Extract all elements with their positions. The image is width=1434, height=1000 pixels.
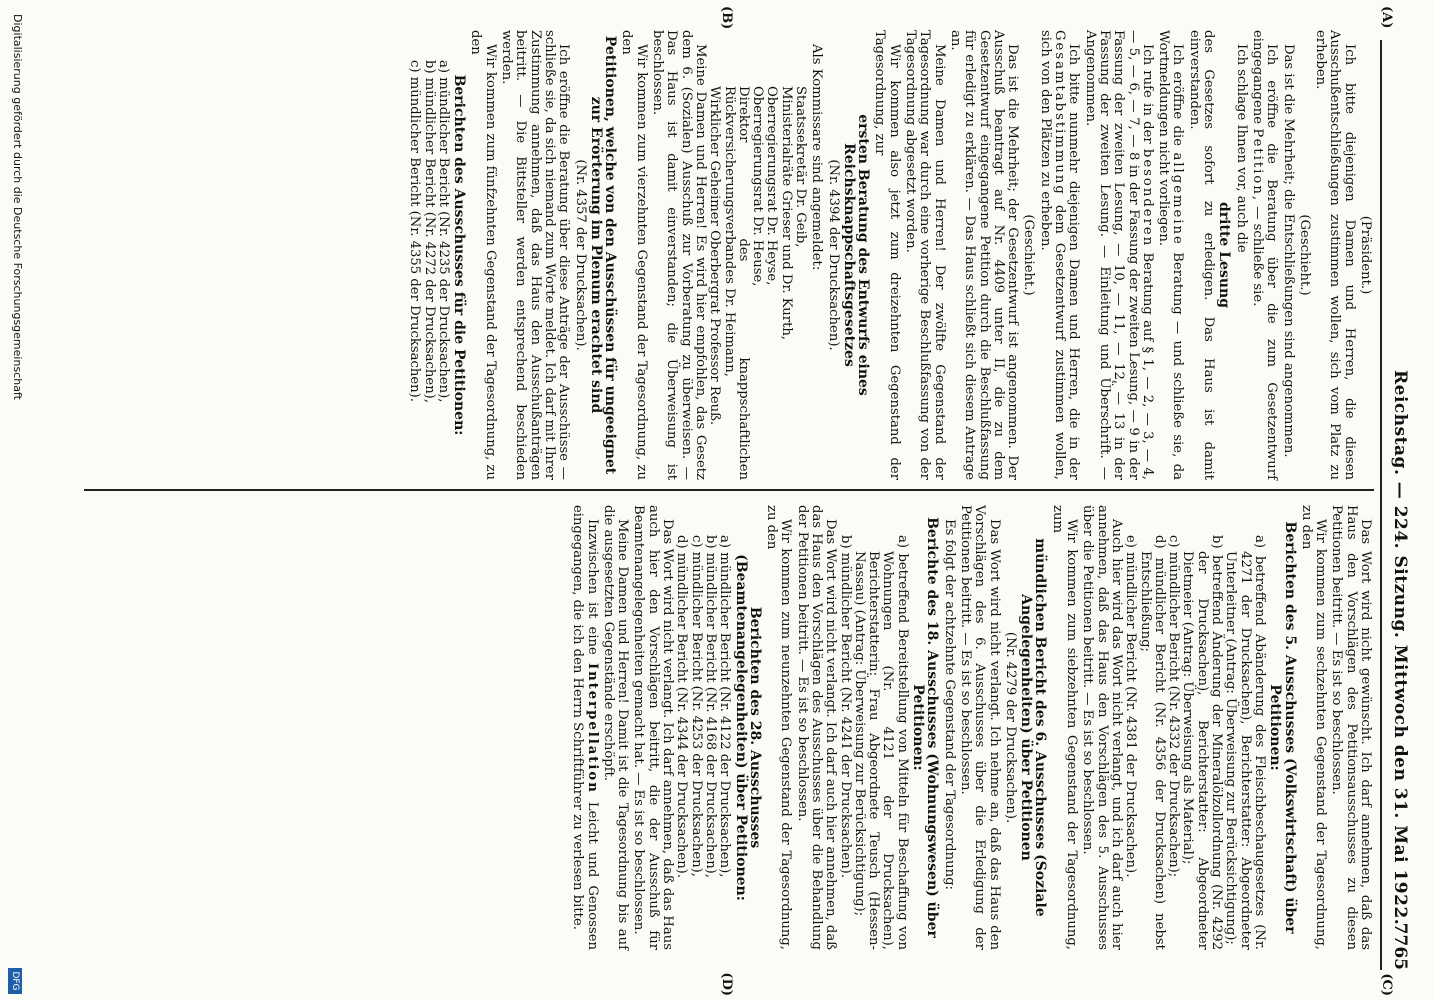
margin-mark-d: (D)	[719, 972, 734, 996]
column-divider	[84, 489, 1374, 491]
list-item: d) mündlicher Bericht (Nr. 4344 der Drucksachen).	[674, 535, 690, 879]
emphasis: Gesamtabstimmung	[1052, 30, 1068, 196]
paragraph: Meine Damen und Herren! Damit ist die Tagesordnung bis auf die ausgesetzten Gegenstände erschöpft.	[600, 505, 631, 950]
commissioner: Ministerialräte Grieser und Dr. Kurth,	[778, 86, 794, 341]
paragraph	[1037, 30, 1080, 480]
paragraph: Wir kommen zum siebzehnten Gegenstand der Tagesordnung, zum	[1049, 505, 1080, 950]
commissioner: Staatssekretär Dr. Geib,	[793, 86, 809, 248]
paragraph: Ich bitte diejenigen Damen und Herren, die diesen Ausschußentschließungen zustimmen wollen, sich vom Platz zu erheben.	[1313, 30, 1357, 480]
section-heading: dritte Lesung	[1216, 202, 1233, 308]
paragraph	[1156, 30, 1185, 480]
paragraph: Das ist die Mehrheit; der Gesetzentwurf ist angenommen. Der Ausschuß beantragt auf Nr. 4409 unter II, die zu dem Gesetzentwurf eingegangene Petition durch die Beschlußfassung für erledigt zu erklären. — Das Haus schließt sich diesem Antrage an.	[947, 30, 1021, 480]
section-heading: Petitionen, welche von den Ausschüssen für ungeeignet zur Erörterung im Plenum erachtet sind	[587, 35, 619, 475]
commissioner: Direktor des knappschaftlichen Rückversicherungsverbandes Dr. Heimann,	[721, 86, 751, 480]
digitization-footer	[0, 0, 30, 1000]
paragraph: Das Wort wird nicht verlangt. Ich nehme an, daß das Haus den Vorschlägen des 6. Ausschusses über die Erledigung der Petitionen beitritt. — Es ist so beschlossen.	[957, 505, 1002, 950]
drucksache-ref: (Nr. 4394 der Drucksachen).	[825, 159, 841, 351]
text: Beratung auf § 1, — 2, — 3, — 4, — 5, — 6, — 7, — 8 in der Fassung der zweiten Lesung, — 9 in der Fassung der zweiten Lesung, — 10, — 11, — 12, — 13 in der Fassung der zweiten Lesung. — Einleitung und Überschrift. — Angenommen.	[1082, 30, 1155, 480]
paragraph: Wir kommen zum vierzehnten Gegenstand der Tagesordnung, zu den	[619, 30, 649, 480]
list-item: e) mündlicher Bericht (Nr. 4381 der Drucksachen).	[1123, 535, 1139, 878]
commissioner: Oberregierungsrat Dr. Heyse,	[764, 86, 780, 286]
margin-mark-b: (B)	[719, 6, 734, 30]
page-title: Reichstag. — 224. Sitzung. Mittwoch den 31. Mai 1922.	[1390, 370, 1410, 926]
paragraph: des Gesetzes sofort zu erledigen. Das Haus ist damit einverstanden.	[1186, 30, 1217, 480]
list-item: a) mündlicher Bericht (Nr. 4122 der Drucksachen),	[717, 535, 733, 878]
dfg-logo: DFG	[8, 968, 22, 994]
paragraph: Als Kommissare sind angemeldet:	[809, 44, 825, 271]
text: dem Gesetzentwurf zustimmen wollen, sich von den Plätzen zu erheben.	[1037, 30, 1068, 480]
paragraph	[570, 505, 599, 950]
stage-note: (Geschieht.)	[1021, 214, 1037, 296]
paragraph: Meine Damen und Herren! Es wird hier empfohlen, das Gesetz dem 6. (Sozialen) Ausschuß zur Vorberatung zu überweisen. — Das Haus ist damit einverstanden; die Überweisung ist beschlossen.	[650, 30, 708, 480]
paragraph	[1233, 30, 1247, 480]
emphasis: besonderen	[1139, 148, 1155, 248]
list-item: a) betreffend Bereitstellung von Mitteln für Beschaffung von Wohnungen (Nr. 4121 der Drucksachen), Berichterstatterin: Frau Abgeordnete Teusch (Hessen-Nassau) (Antrag: Überweisung zur Berücksichtigung);	[851, 535, 910, 950]
paragraph	[1082, 30, 1153, 480]
section-heading: Berichten des 5. Ausschusses (Volkswirtschaft) über Petitionen:	[1267, 521, 1298, 934]
paragraph: Wir kommen also jetzt zum dreizehnten Gegenstand der Tagesordnung, zur	[872, 30, 902, 480]
list-item: a) mündlicher Bericht (Nr. 4235 der Drucksachen),	[435, 60, 451, 403]
paragraph: Das Wort wird nicht gewünscht. Ich darf annehmen, daß das Haus den Vorschlägen des Petitionsausschusses zu diesen Petitionen beitritt. — Es ist so beschlossen.	[1329, 505, 1373, 950]
list-item: c) mündlicher Bericht (Nr. 4332 der Drucksachen);	[1166, 535, 1182, 878]
list-item: c) mündlicher Bericht (Nr. 4253 der Drucksachen),	[688, 535, 704, 877]
paragraph: Das ist die Mehrheit; die Entschließungen sind angenommen.	[1280, 44, 1296, 458]
paragraph: Wir kommen zum sechzehnten Gegenstand der Tagesordnung, zu den	[1298, 505, 1329, 950]
section-heading: mündlichen Bericht des 6. Ausschusses (Soziale Angelegenheiten) über Petitionen	[1018, 538, 1049, 917]
paragraph: Meine Damen und Herren! Der zwölfte Gegenstand der Tagesordnung war durch eine vorherige Beschlußfassung von der Tagesordnung abgesetzt worden.	[903, 30, 947, 480]
paragraph: Ich eröffne die Beratung über diese Anträge der Ausschüsse — schließe sie, da sich niemand zum Worte meldet. Ich darf mit Ihrer Zustimmung annehmen, daß das Haus den Ausschußanträgen beitritt. — Die Bittsteller werden entsprechend beschieden werden.	[499, 30, 572, 480]
header-rule	[1380, 40, 1382, 970]
drucksache-ref: (Nr. 4279 der Drucksachen).	[1002, 631, 1018, 824]
drucksache-ref: (Nr. 4357 der Drucksachen).	[572, 159, 588, 351]
paragraph: Das Wort wird nicht verlangt. Ich darf annehmen, daß das Haus auch hier den Vorschlägen beitritt, die der Ausschuß für Beamtenangelegenheiten gemacht hat. — Es ist so beschlossen.	[631, 505, 676, 950]
speaker-label: (Präsident.)	[1358, 215, 1373, 295]
text: Leicht und Genossen eingegangen, die ich den Herrn Schriftführer zu verlesen bitte.	[570, 505, 600, 951]
funding-credit: Digitalisierung gefördert durch die Deutsche Forschungsgemeinschaft	[11, 14, 24, 400]
list-item: b) betreffend Änderung der Mineralölzollordnung (Nr. 4292 der Drucksachen), Berichterstatter: Abgeordneter Dietmeier (Antrag: Überweisung als Material);	[1180, 535, 1225, 950]
paragraph: Wir kommen zum fünfzehnten Gegenstand der Tagesordnung, zu den	[468, 30, 498, 480]
paragraph: Auch hier wird das Wort nicht verlangt, und ich darf auch hier annehmen, daß das Haus den Vorschlägen des 5. Ausschusses über die Petitionen beitritt. — Es ist so beschlossen.	[1080, 505, 1124, 950]
text: Beratung — und schließe sie, da Wortmeldungen nicht vorliegen.	[1156, 30, 1186, 480]
text: Ich schlage Ihnen vor, auch die	[1233, 44, 1249, 253]
list-item: a) betreffend Abänderung des Fleischbeschaugesetzes (Nr. 4271 der Drucksachen), Berichterstatter: Abgeordneter Unterleitner (Antrag: Überweisung zur Berücksichtigung);	[1223, 535, 1267, 950]
paragraph: Wir kommen zum neunzehnten Gegenstand der Tagesordnung, zu den	[764, 505, 794, 950]
section-heading: Berichten des 28. Ausschusses (Beamtenangelegenheiten) über Petitionen:	[732, 554, 763, 901]
section-heading: Berichte des 18. Ausschusses (Wohnungswesen) über Petitionen:	[910, 517, 941, 938]
section-heading: Berichten des Ausschusses für die Petitionen:	[451, 74, 468, 436]
list-item: d) mündlicher Bericht (Nr. 4356 der Drucksachen) nebst Entschließung;	[1137, 535, 1167, 950]
stage-note: (Geschieht.)	[1296, 214, 1312, 296]
left-column	[407, 30, 1372, 480]
list-item: b) mündlicher Bericht (Nr. 4241 der Drucksachen).	[837, 535, 853, 879]
list-item: c) mündlicher Bericht (Nr. 4355 der Drucksachen).	[407, 60, 423, 402]
margin-mark-c: (C)	[1379, 973, 1394, 996]
text: Ich bitte nunmehr diejenigen Damen und Herren, die in der	[1066, 44, 1082, 480]
page-number: 7765	[1390, 922, 1410, 970]
paragraph: Es folgt der achtzehnte Gegenstand der Tagesordnung:	[941, 519, 957, 890]
text: Ich eröffne die Beratung über die zum Gesetzentwurf eingegangene	[1249, 30, 1280, 480]
text: — schließe sie.	[1249, 206, 1265, 307]
commissioner: Wirklicher Geheimer Oberbergrat Professor Reuß.	[707, 86, 723, 426]
list-item: b) mündlicher Bericht (Nr. 4272 der Drucksachen),	[421, 60, 437, 404]
commissioner: Oberregierungsrat Dr. Heuse,	[750, 86, 766, 287]
margin-mark-a: (A)	[1379, 6, 1394, 29]
emphasis: allgemeine	[1170, 152, 1186, 246]
paragraph	[1250, 30, 1279, 480]
list-item: b) mündlicher Bericht (Nr. 4168 der Drucksachen),	[702, 535, 718, 879]
emphasis: Interpellation	[584, 662, 600, 794]
page-header	[1384, 40, 1414, 970]
right-column	[568, 505, 1372, 950]
emphasis: Petition,	[1249, 128, 1265, 203]
section-heading: ersten Beratung des Entwurfs eines Reichsknappschaftsgesetzes	[840, 114, 872, 396]
text: Ich eröffne die	[1170, 44, 1186, 147]
text: Ich rufe in der	[1139, 44, 1155, 144]
text: Inzwischen ist eine	[584, 519, 600, 655]
paragraph: Das Wort wird nicht verlangt. Ich darf auch hier annehmen, daß das Haus den Vorschlägen des Ausschusses über die Behandlung der Petitionen beitritt. — Es ist so beschlossen.	[794, 505, 839, 950]
